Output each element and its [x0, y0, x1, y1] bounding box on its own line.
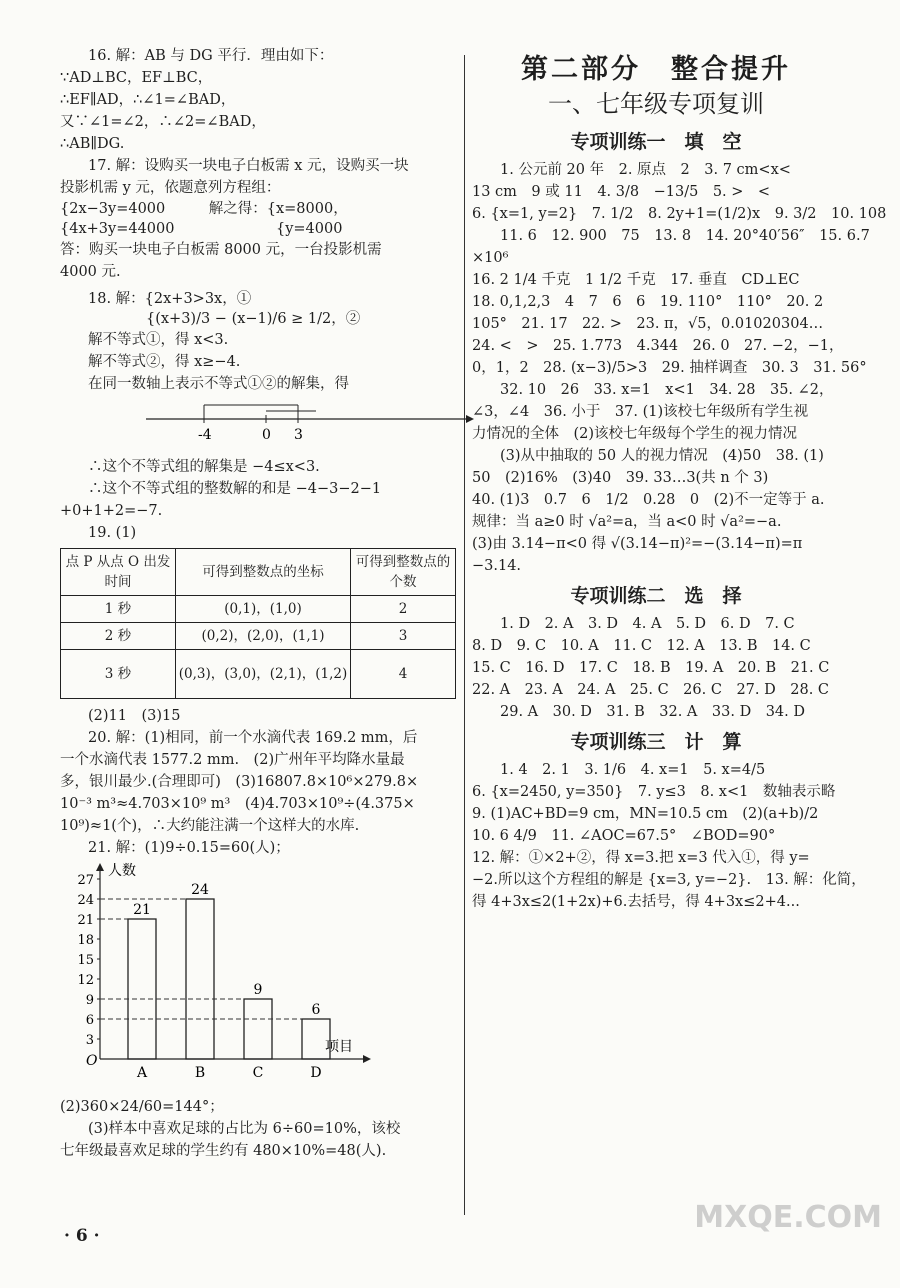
watermark-logo: MXQE.COM [694, 1200, 882, 1235]
q20-line: 20. 解：(1)相同，前一个水滴代表 169.2 mm，后 [88, 730, 418, 746]
answer-line: 13 cm 9 或 11 4. 3/8 −13/5 5. > < [472, 184, 771, 200]
table-row [61, 596, 456, 623]
answer-line: 1. D 2. A 3. D 4. A 5. D 6. D 7. C [500, 616, 795, 632]
y-tick-label: 12 [77, 973, 94, 988]
q17-line: 17. 解：设购买一块电子白板需 x 元，设购买一块 [88, 158, 409, 174]
q18-line: {(x+3)/3 − (x−1)/6 ≥ 1/2，② [88, 311, 361, 327]
origin-label: O [86, 1053, 98, 1069]
category-label: D [310, 1065, 322, 1081]
table-row [61, 623, 456, 650]
part-title: 第二部分 整合提升 [521, 54, 791, 85]
y-tick-label: 3 [85, 1033, 94, 1048]
answer-line: 32. 10 26 33. x=1 x<1 34. 28 35. ∠2， [500, 382, 834, 398]
fill-answers [472, 159, 887, 577]
answer-line: 力情况的全体 (2)该校七年级每个学生的视力情况 [472, 426, 798, 442]
q16-block [60, 45, 460, 155]
answer-line: 6. {x=2450, y=350} 7. y≤3 8. x<1 数轴表示略 [472, 784, 836, 800]
q18-end-line: ∴这个不等式组的整数解的和是 −4−3−2−1 [88, 481, 382, 497]
q18-end [60, 456, 460, 522]
answer-line: −2.所以这个方程组的解是 {x=3, y=−2}. 13. 解：化简， [472, 872, 866, 888]
answer-line: (3)由 3.14−π<0 得 √(3.14−π)²=−(3.14−π)=π [472, 536, 803, 552]
bar-value-label: 24 [191, 882, 209, 898]
table-header: 可得到整数点的个数 [351, 549, 456, 596]
answer-line: 12. 解：①×2+②，得 x=3.把 x=3 代入①，得 y= [472, 850, 810, 866]
q21-line: (2)360×24/60=144°； [60, 1099, 224, 1115]
y-tick-label: 9 [85, 993, 94, 1008]
table-cell: 2 [351, 596, 456, 623]
q17-line: 答：购买一块电子白板需 8000 元，一台投影机需 [60, 242, 382, 258]
category-label: A [136, 1065, 148, 1081]
table-header: 点 P 从点 O 出发时间 [61, 549, 176, 596]
answer-line: 24. < > 25. 1.773 4.344 26. 0 27. −2，−1， [472, 338, 844, 354]
choice-answers [472, 613, 840, 723]
answer-line: 11. 6 12. 900 75 13. 8 14. 20°40′56″ 15. 6.7 [500, 228, 870, 244]
q18-end-line: ∴这个不等式组的解集是 −4≤x<3. [88, 459, 320, 475]
q17-block [60, 155, 460, 283]
answer-line: 22. A 23. A 24. A 25. C 26. C 27. D 28. C [472, 682, 830, 698]
answer-line: ∠3，∠4 36. 小于 37. (1)该校七年级所有学生视 [472, 404, 809, 420]
number-line [146, 401, 476, 441]
y-tick-label: 18 [77, 933, 94, 948]
answer-line: 18. 0,1,2,3 4 7 6 6 19. 110° 110° 20. 2 [472, 294, 824, 310]
answer-line: 29. A 30. D 31. B 32. A 33. D 34. D [500, 704, 805, 720]
answer-line: 0，1，2 28. (x−3)/5>3 29. 抽样调查 30. 3 31. 56° [472, 360, 867, 376]
tick-label: 0 [262, 427, 271, 443]
subsection-title: 专项训练三 计 算 [570, 731, 742, 753]
answer-line: ×10⁶ [472, 250, 509, 266]
q16-line: 又∵∠1=∠2，∴∠2=∠BAD， [60, 114, 266, 130]
table-cell: 4 [351, 650, 456, 699]
bar-value-label: 6 [311, 1002, 321, 1018]
table-cell: (0,3)，(3,0)，(2,1)，(1,2) [176, 650, 351, 699]
q20-line: 一个水滴代表 1577.2 mm. (2)广州年平均降水量最 [60, 752, 405, 768]
answer-line: 16. 2 1/4 千克 1 1/2 千克 17. 垂直 CD⊥EC [472, 272, 800, 288]
table-row [61, 650, 456, 699]
answer-line: 得 4+3x≤2(1+2x)+6.去括号，得 4+3x≤2+4... [472, 894, 800, 910]
answer-line: 1. 4 2. 1 3. 1/6 4. x=1 5. x=4/5 [500, 762, 766, 778]
y-tick-label: 15 [77, 953, 94, 968]
answer-line: 1. 公元前 20 年 2. 原点 2 3. 7 cm<x< [500, 162, 791, 178]
table-header: 可得到整数点的坐标 [176, 549, 351, 596]
table-cell: 3 秒 [61, 650, 176, 699]
q20-line: 10⁹)≈1(个)，∴大约能注满一个这样大的水库. [60, 818, 360, 834]
tick-label: -4 [198, 427, 212, 443]
q18-line: 解不等式①，得 x<3. [88, 332, 229, 348]
answer-line: (3)从中抽取的 50 人的视力情况 (4)50 38. (1) [500, 448, 824, 464]
y-tick-label: 21 [77, 913, 94, 928]
answer-line: 10. 6 4/9 11. ∠AOC=67.5° ∠BOD=90° [472, 828, 776, 844]
q20-block [60, 727, 460, 837]
q16-line: 16. 解：AB 与 DG 平行．理由如下： [88, 48, 334, 64]
answer-line: −3.14. [472, 558, 522, 574]
table-cell: (0,2)，(2,0)，(1,1) [176, 623, 351, 650]
q16-line: ∵AD⊥BC，EF⊥BC， [60, 70, 213, 86]
q19-label: 19. (1) [88, 525, 137, 541]
x-axis-label: 项目 [325, 1039, 353, 1055]
left-column [60, 45, 460, 1162]
y-tick-label: 27 [77, 873, 94, 888]
bar [186, 899, 214, 1059]
subsection-title: 专项训练二 选 择 [570, 585, 742, 607]
answer-line: 105° 21. 17 22. > 23. π，√5，0.01020304… [472, 316, 824, 332]
bar-value-label: 21 [133, 902, 151, 918]
subsection-title: 专项训练一 填 空 [570, 131, 742, 153]
q18-line: 18. 解：{2x+3>3x，① [88, 291, 252, 307]
q20-line: 多，银川最少.(合理即可) (3)16807.8×10⁶×279.8× [60, 774, 419, 790]
answer-line: 规律：当 a≥0 时 √a²=a，当 a<0 时 √a²=−a. [472, 514, 782, 530]
column-divider [464, 55, 465, 1215]
q18-line: 解不等式②，得 x≥−4. [88, 354, 241, 370]
answer-line: 9. (1)AC+BD=9 cm，MN=10.5 cm (2)(a+b)/2 [472, 806, 819, 822]
table-cell: 3 [351, 623, 456, 650]
x-axis-arrow [363, 1055, 371, 1063]
q20-line: 10⁻³ m³≈4.703×10⁹ m³ (4)4.703×10⁹÷(4.375× [60, 796, 415, 812]
q19-end: (2)11 (3)15 [88, 708, 181, 724]
tick-label: 3 [294, 427, 303, 443]
table-cell: (0,1)，(1,0) [176, 596, 351, 623]
section-title: 一、七年级专项复训 [548, 90, 764, 118]
answer-line: 6. {x=1, y=2} 7. 1/2 8. 2y+1=(1/2)x 9. 3/2 10. 108 [472, 206, 887, 222]
table-cell: 1 秒 [61, 596, 176, 623]
right-column [472, 45, 887, 913]
category-label: C [252, 1065, 264, 1081]
q16-line: ∴EF∥AD，∴∠1=∠BAD， [60, 92, 236, 108]
y-tick-label: 24 [77, 893, 94, 908]
answer-line: 15. C 16. D 17. C 18. B 19. A 20. B 21. C [472, 660, 830, 676]
y-axis-label: 人数 [108, 863, 136, 879]
answer-line: 8. D 9. C 10. A 11. C 12. A 13. B 14. C [472, 638, 811, 654]
q17-line: 4000 元. [60, 264, 121, 280]
answer-line: 50 (2)16% (3)40 39. 33…3(共 n 个 3) [472, 470, 769, 486]
q17-line: {2x−3y=4000 解之得：{x=8000， [60, 201, 348, 217]
bar [128, 919, 156, 1059]
q18-block [60, 289, 460, 395]
bar-chart [60, 859, 390, 1089]
q21-line: (3)样本中喜欢足球的占比为 6÷60=10%，该校 [88, 1121, 401, 1137]
integer-points-table [60, 548, 456, 699]
q17-line: {4x+3y=44000 {y=4000 [60, 221, 343, 237]
q21-line: 七年级最喜欢足球的学生约有 480×10%=48(人). [60, 1143, 387, 1159]
page-number: · 6 · [64, 1226, 100, 1246]
calc-answers [472, 759, 866, 913]
q18-line: 在同一数轴上表示不等式①②的解集，得 [88, 376, 349, 392]
category-label: B [194, 1065, 206, 1081]
y-axis-arrow [96, 863, 104, 871]
table-cell: 2 秒 [61, 623, 176, 650]
q16-line: ∴AB∥DG. [60, 136, 125, 152]
bar [244, 999, 272, 1059]
answer-line: 40. (1)3 0.7 6 1/2 0.28 0 (2)不一定等于 a. [472, 492, 825, 508]
table-header-row [61, 549, 456, 596]
q18-end-line: +0+1+2=−7. [60, 503, 163, 519]
bar-value-label: 9 [253, 982, 263, 998]
y-tick-label: 6 [85, 1013, 94, 1028]
q17-line: 投影机需 y 元，依题意列方程组： [60, 180, 281, 196]
q21-line: 21. 解：(1)9÷0.15=60(人)； [88, 840, 290, 856]
